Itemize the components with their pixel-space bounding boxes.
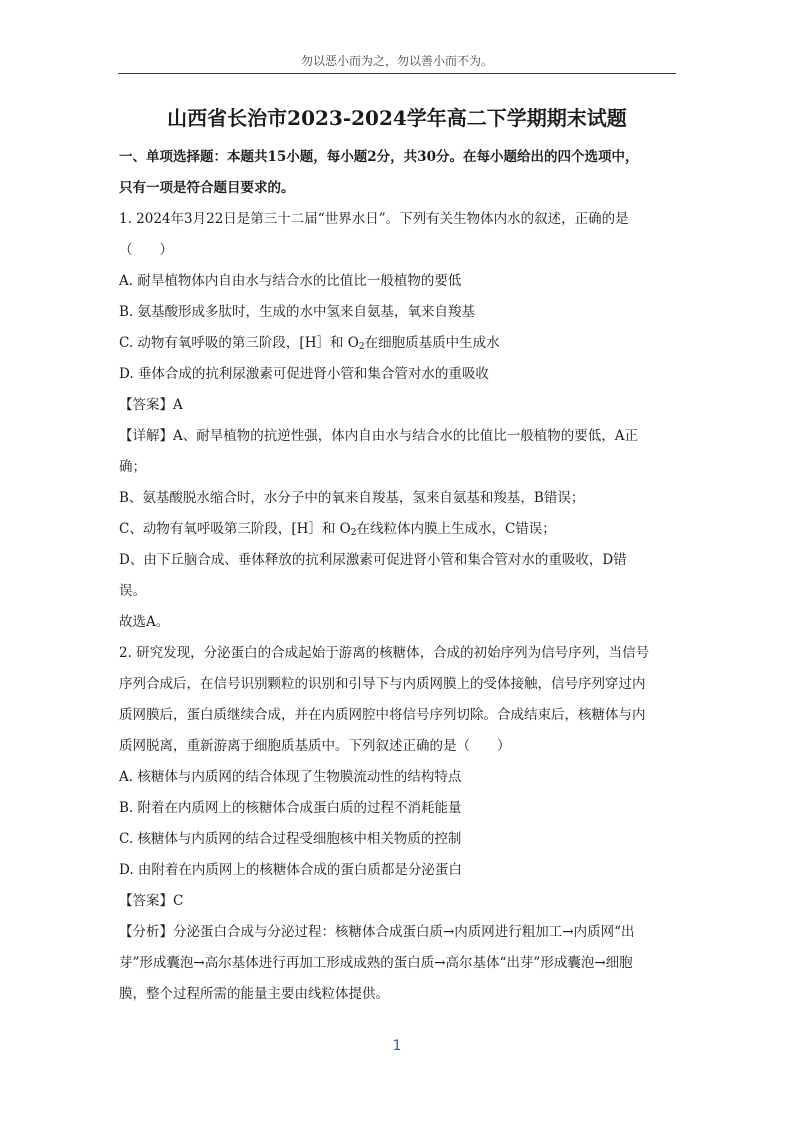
q2-stem-line-1: 2. 研究发现，分泌蛋白的合成起始于游离的核糖体，合成的初始序列为信号序列，当信号 xyxy=(119,645,650,661)
q2-option-a: A. 核糖体与内质网的结合体现了生物膜流动性的结构特点 xyxy=(119,769,462,785)
q2-analysis-line-1: 【分析】分泌蛋白合成与分泌过程：核糖体合成蛋白质→内质网进行粗加工→内质网“出 xyxy=(119,924,635,940)
q2-analysis-line-2: 芽”形成囊泡→高尔基体进行再加工形成成熟的蛋白质→高尔基体“出芽”形成囊泡→细胞 xyxy=(119,955,633,971)
q1-explanation-line-1: 【详解】A、耐旱植物的抗逆性强，体内自由水与结合水的比值比一般植物的要低，A正 xyxy=(119,428,638,444)
q1-stem-line-2: （ ） xyxy=(119,242,173,258)
q1-exp4-post: 在线粒体内膜上生成水，C错误； xyxy=(356,521,556,537)
q2-answer: 【答案】C xyxy=(119,893,184,909)
q2-option-c: C. 核糖体与内质网的结合过程受细胞核中相关物质的控制 xyxy=(119,831,462,847)
q1-explanation-line-3: B、氨基酸脱水缩合时，水分子中的氧来自羧基，氢来自氨基和羧基，B错误； xyxy=(119,490,585,506)
q1-option-c-post: 在细胞质基质中生成水 xyxy=(364,335,500,351)
q2-stem-line-4: 质网脱离，重新游离于细胞质基质中。下列叙述正确的是（ ） xyxy=(119,738,511,754)
page-number: 1 xyxy=(392,1038,402,1054)
q2-option-d: D. 由附着在内质网上的核糖体合成的蛋白质都是分泌蛋白 xyxy=(119,862,462,878)
document-body xyxy=(119,142,679,1010)
q1-stem-line-1: 1. 2024年3月22日是第三十二届“世界水日”。下列有关生物体内水的叙述，正确的是 xyxy=(119,211,629,227)
q2-option-b: B. 附着在内质网上的核糖体合成蛋白质的过程不消耗能量 xyxy=(119,800,462,816)
q1-conclusion: 故选A。 xyxy=(119,614,170,630)
page-header-motto: 勿以恶小而为之，勿以善小而不为。 xyxy=(300,54,493,68)
q1-option-d: D. 垂体合成的抗利尿激素可促进肾小管和集合管对水的重吸收 xyxy=(119,366,489,382)
document-title: 山西省长治市2023-2024学年高二下学期期末试题 xyxy=(167,106,627,130)
q1-option-b: B. 氨基酸形成多肽时，生成的水中氢来自氨基，氧来自羧基 xyxy=(119,304,476,320)
q2-stem-line-3: 质网膜后，蛋白质继续合成，并在内质网腔中将信号序列切除。合成结束后，核糖体与内 xyxy=(119,707,646,723)
q1-option-c-subscript: 2 xyxy=(358,342,365,352)
header-divider xyxy=(118,73,676,74)
q1-explanation-line-6: 误。 xyxy=(119,583,146,599)
section-heading-line-1: 一、单项选择题：本题共15小题，每小题2分，共30分。在每小题给出的四个选项中， xyxy=(119,149,639,165)
q2-analysis-line-3: 膜，整个过程所需的能量主要由线粒体提供。 xyxy=(119,986,389,1002)
q1-explanation-line-2: 确； xyxy=(119,459,146,475)
q1-answer: 【答案】A xyxy=(119,397,183,413)
q1-option-c-pre: C. 动物有氧呼吸的第三阶段，[H］和 O xyxy=(119,335,359,351)
q1-exp4-pre: C、动物有氧呼吸第三阶段，[H］和 O xyxy=(119,521,351,537)
q1-explanation-line-4 xyxy=(119,514,679,545)
q1-option-c xyxy=(119,328,679,359)
section-heading-line-2: 只有一项是符合题目要求的。 xyxy=(119,180,295,196)
q1-explanation-line-5: D、由下丘脑合成、垂体释放的抗利尿激素可促进肾小管和集合管对水的重吸收，D错 xyxy=(119,552,627,568)
q1-option-a: A. 耐旱植物体内自由水与结合水的比值比一般植物的要低 xyxy=(119,273,462,289)
q1-exp4-subscript: 2 xyxy=(350,528,357,538)
q2-stem-line-2: 序列合成后，在信号识别颗粒的识别和引导下与内质网膜上的受体接触，信号序列穿过内 xyxy=(119,676,646,692)
